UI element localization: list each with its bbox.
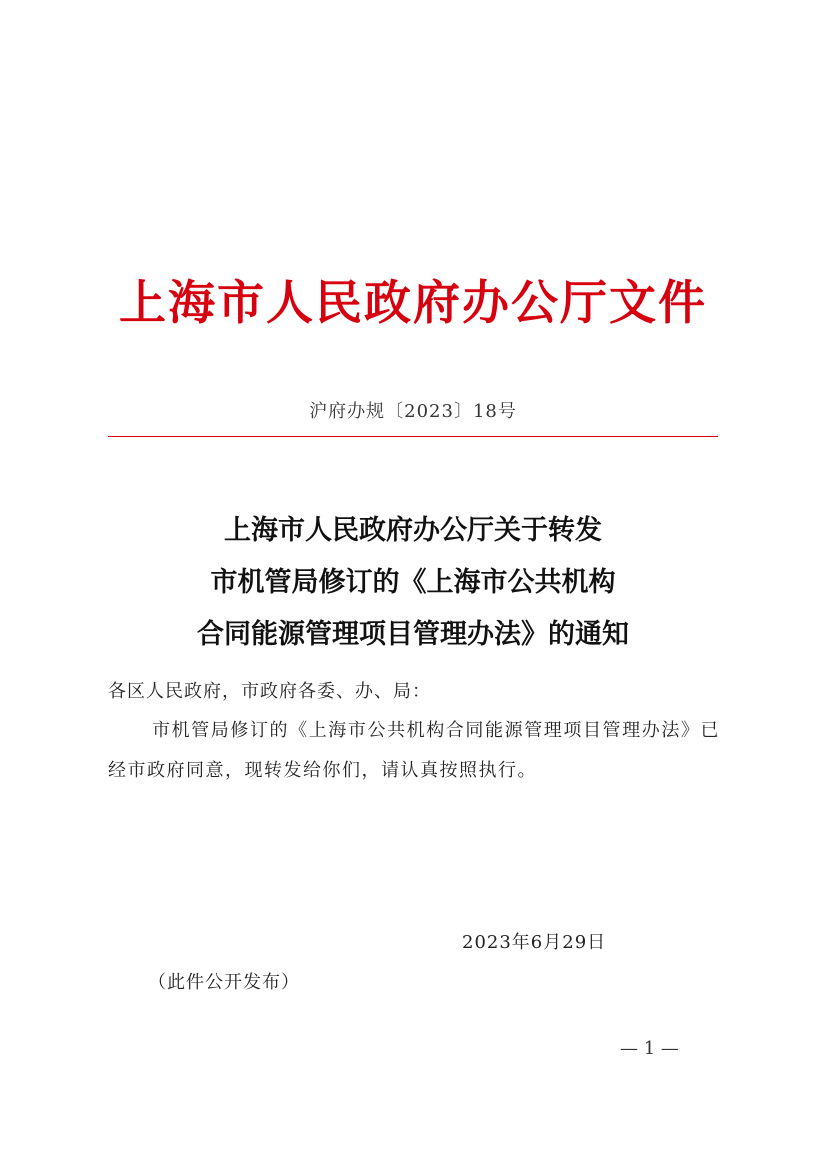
title-line-1: 上海市人民政府办公厅关于转发: [224, 515, 602, 546]
issue-date: 2023年6月29日: [462, 932, 607, 953]
document-number: 沪府办规〔2023〕18号: [309, 401, 517, 422]
disclosure-note: （此件公开发布）: [148, 972, 300, 993]
title-line-2: 市机管局修订的《上海市公共机构: [210, 567, 616, 598]
notice-title: [0, 505, 826, 661]
title-line-3: 合同能源管理项目管理办法》的通知: [197, 619, 629, 650]
addressee: 各区人民政府，市政府各委、办、局：: [108, 681, 431, 702]
body-paragraph: 市机管局修订的《上海市公共机构合同能源管理项目管理办法》已经市政府同意，现转发给你们，请认真按照执行。: [108, 720, 720, 781]
page-number: — 1 —: [620, 1038, 679, 1059]
red-separator-line: [108, 436, 718, 437]
masthead: 上海市人民政府办公厅文件: [119, 276, 707, 331]
